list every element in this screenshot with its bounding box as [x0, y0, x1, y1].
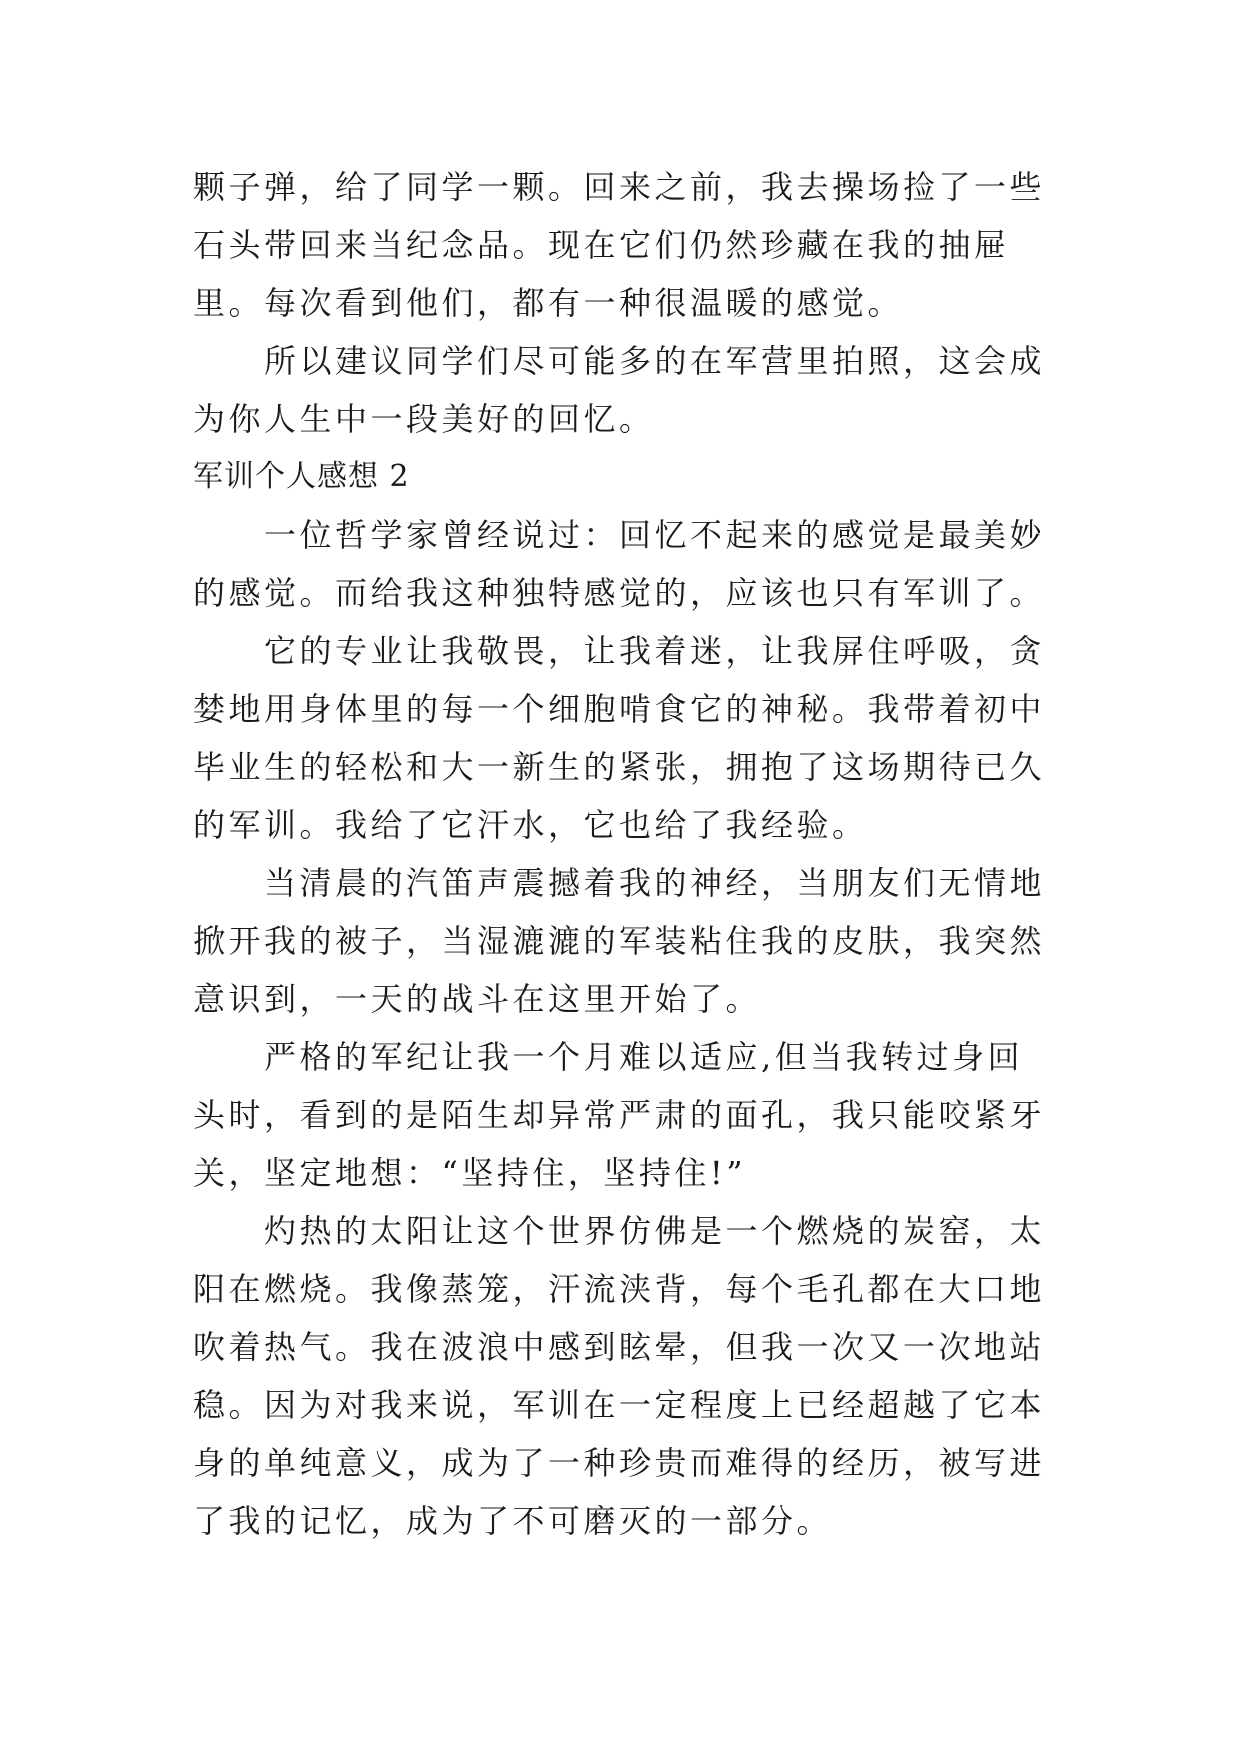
paragraph-5: 当清晨的汽笛声震撼着我的神经，当朋友们无情地掀开我的被子，当湿漉漉的军装粘住我的皮肤，我突然意识到，一天的战斗在这里开始了。 [193, 864, 1046, 1018]
paragraph-7: 灼热的太阳让这个世界仿佛是一个燃烧的炭窑，太阳在燃烧。我像蒸笼，汗流浃背，每个毛孔都在大口地吹着热气。我在波浪中感到眩晕，但我一次又一次地站稳。因为对我来说，军训在一定程度上已经超越了它本身的单纯意义，成为了一种珍贵而难得的经历，被写进了我的记忆，成为了不可磨灭的一部分。 [193, 1212, 1046, 1540]
paragraph-1: 颗子弹，给了同学一颗。回来之前，我去操场捡了一些石头带回来当纪念品。现在它们仍然珍藏在我的抽屉里。每次看到他们，都有一种很温暖的感觉。 [193, 168, 1046, 322]
document-body [193, 158, 1053, 1550]
section-heading: 军训个人感想 2 [193, 459, 410, 494]
paragraph-6: 严格的军纪让我一个月难以适应,但当我转过身回头时，看到的是陌生却异常严肃的面孔，我只能咬紧牙关，坚定地想：“坚持住，坚持住!” [193, 1038, 1046, 1192]
paragraph-3: 一位哲学家曾经说过：回忆不起来的感觉是最美妙的感觉。而给我这种独特感觉的，应该也只有军训了。 [193, 516, 1046, 612]
paragraph-2: 所以建议同学们尽可能多的在军营里拍照，这会成为你人生中一段美好的回忆。 [193, 342, 1046, 438]
paragraph-4: 它的专业让我敬畏，让我着迷，让我屏住呼吸，贪婪地用身体里的每一个细胞啃食它的神秘。我带着初中毕业生的轻松和大一新生的紧张，拥抱了这场期待已久的军训。我给了它汗水，它也给了我经验。 [193, 632, 1046, 844]
